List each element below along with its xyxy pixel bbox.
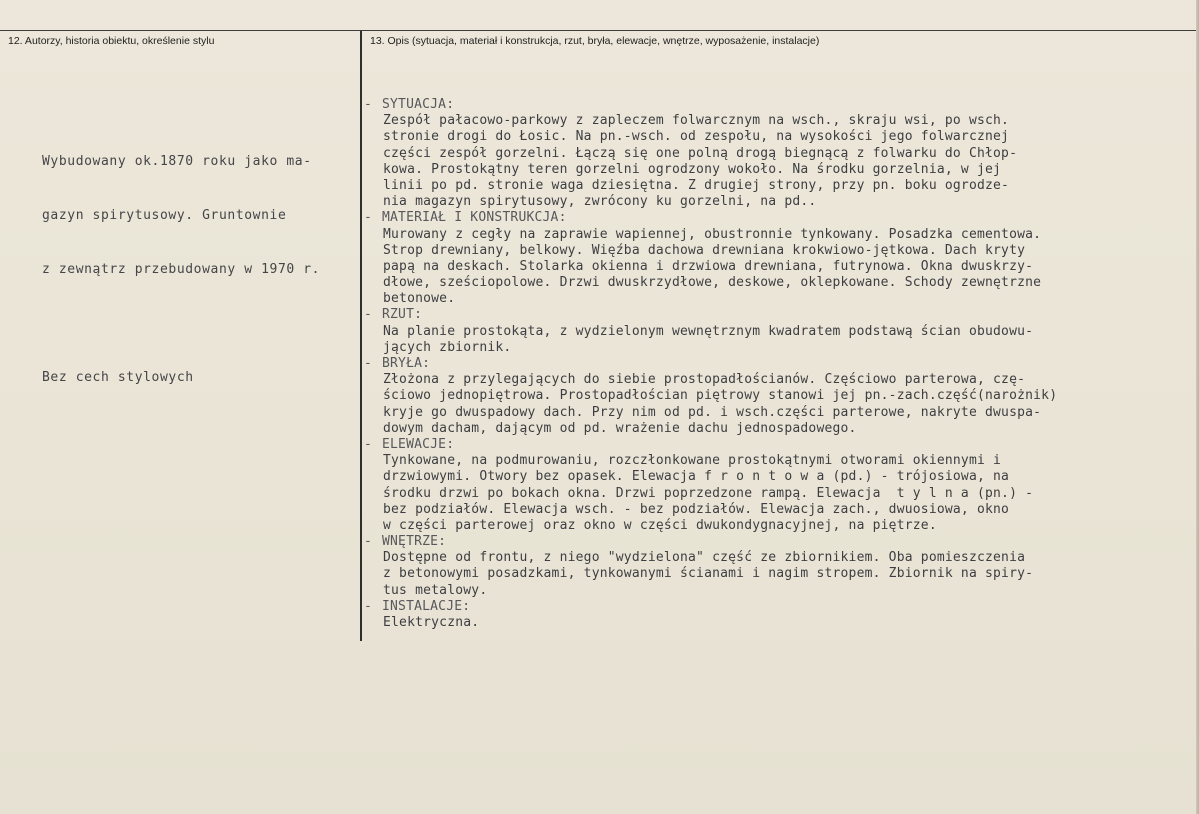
description-line: części zespół gorzelni. Łączą się one polną drogą biegnącą z folwarku do Chłop- [383,145,1018,161]
description-line: bez podziałów. Elewacja wsch. - bez podziałów. Elewacja zach., dwuosiowa, okno [383,501,1010,517]
section-heading [364,307,1194,323]
description-line: z betonowymi posadzkami, tynkowanymi ścianami i nagim stropem. Zbiornik na spiry- [383,566,1034,582]
description-line: Dostępne od frontu, z niego "wydzielona" część ze zbiornikiem. Oba pomieszczenia [383,550,1026,566]
description-text [364,97,1194,631]
section-heading [364,97,1194,113]
dash-marker: - [364,534,373,550]
description-line: ściowo jednopiętrowa. Prostopadłościan piętrowy stanowi jej pn.-zach.część(narożnik) [383,388,1058,404]
description-line: nia magazyn spirytusowy, zwrócony ku gorzelni, na pd.. [383,194,817,210]
description-line: dłowe, sześciopolowe. Drzwi dwuskrzydłowe, deskowe, oklepkowane. Schody zewnętrzne [383,275,1042,291]
description-line: stronie drogi do Łosic. Na pn.-wsch. od zespołu, na wysokości jego folwarcznej [383,129,1010,145]
description-line: Elektryczna. [383,615,480,630]
column-divider [360,31,362,641]
description-line: w części parterowej oraz okno w części dwukondygnacyjnej, na piętrze. [383,517,937,533]
section-heading-label: SYTUACJA: [382,97,455,112]
section-heading-label: RZUT: [382,307,423,323]
description-line: środku drzwi po bokach okna. Drzwi poprzedzone rampą. Elewacja t y l n a (pn.) - [383,485,1034,501]
description-line: jących zbiornik. [383,339,512,355]
history-line: gazyn spirytusowy. Gruntownie [42,208,287,223]
description-line: Strop drewniany, belkowy. Więźba dachowa drewniana krokwiowo-jętkowa. Dach kryty [383,242,1026,258]
dash-marker: - [364,598,373,614]
section-heading [364,356,1194,372]
dash-marker: - [364,356,373,371]
description-line: Tynkowane, na podmurowaniu, rozczłonkowane prostokątnymi otworami okiennymi i [383,453,1002,469]
section-heading-label: BRYŁA: [382,356,431,371]
dash-marker: - [364,436,373,452]
description-line: dowym dacham, dającym od pd. wrażenie dachu jednospadowego. [383,420,857,436]
section-heading [364,599,1194,615]
section-heading [364,437,1194,453]
description-line: kowa. Prostokątny teren gorzelni ogrodzony wokoło. Na środku gorzelnia, w jej [383,161,1002,177]
dash-marker: - [364,210,373,226]
description-line: Złożona z przylegających do siebie prostopadłościanów. Częściowo parterowa, czę- [383,372,1026,388]
dash-marker: - [364,307,373,323]
dash-marker: - [364,97,373,112]
section-heading-label: MATERIAŁ I KONSTRUKCJA: [382,210,567,226]
history-line: z zewnątrz przebudowany w 1970 r. [42,262,321,277]
description-line: tus metalowy. [383,582,488,598]
field-13-header: 13. Opis (sytuacja, materiał i konstrukcja, rzut, bryła, elewacje, wnętrze, wyposażenie, instalacje) [370,35,820,47]
description-line: drzwiowymi. Otwory bez opasek. Elewacja f r o n t o w a (pd.) - trójosiowa, na [383,469,1010,485]
section-heading [364,534,1194,550]
description-line: linii po pd. stronie waga dziesiętna. Z drugiej strony, przy pn. boku ogrodze- [383,177,1010,193]
section-heading [364,210,1194,226]
history-text [42,117,360,423]
description-line: Murowany z cegły na zaprawie wapiennej, obustronnie tynkowany. Posadzka cementowa. [383,226,1042,242]
description-line: betonowe. [383,291,456,307]
history-line: Wybudowany ok.1870 roku jako ma- [42,154,312,169]
description-line: Zespół pałacowo-parkowy z zapleczem folwarcznym na wsch., skraju wsi, po wsch. [383,113,1010,129]
section-heading-label: INSTALACJE: [382,598,471,614]
header-rule [0,30,1199,31]
field-12-header: 12. Autorzy, historia obiektu, określenie stylu [8,35,215,47]
section-heading-label: ELEWACJE: [382,436,455,452]
description-line: papą na deskach. Stolarka okienna i drzwiowa drewniana, futrynowa. Okna dwuskrzy- [383,258,1034,274]
description-line: kryje go dwuspadowy dach. Przy nim od pd. i wsch.części parterowe, nakryte dwuspa- [383,404,1042,420]
section-heading-label: WNĘTRZE: [382,534,447,550]
description-line: Na planie prostokąta, z wydzielonym wewnętrznym kwadratem podstawą ścian obudowu- [383,323,1034,339]
style-note: Bez cech stylowych [42,370,194,385]
